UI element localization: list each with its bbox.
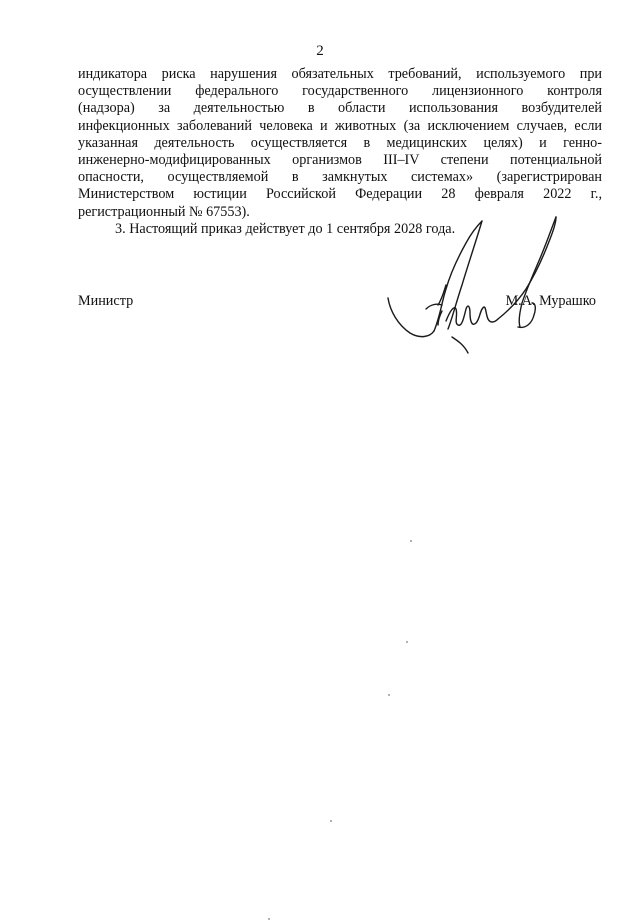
text-line-9: регистрационный № 67553). bbox=[78, 203, 250, 220]
text-line-3: (надзора) за деятельностью в области использования возбудителей bbox=[78, 100, 602, 117]
text-line-7: опасности, осуществляемой в замкнутых системах» (зарегистрирован bbox=[78, 169, 602, 186]
text-line-4: инфекционных заболеваний человека и животных (за исключением случаев, если bbox=[78, 117, 602, 134]
text-line-5: указанная деятельность осуществляется в медицинских целях) и генно- bbox=[78, 134, 602, 151]
text-line-8: Министерством юстиции Российской Федерации 28 февраля 2022 г., bbox=[78, 186, 602, 203]
clause-3: 3. Настоящий приказ действует до 1 сентября 2028 года. bbox=[115, 220, 456, 237]
signatory-name: М.А. Мурашко bbox=[505, 293, 596, 309]
signatory-title: Министр bbox=[78, 293, 134, 309]
text-line-2: осуществлении федерального государственного лицензионного контроля bbox=[78, 83, 602, 100]
text-line-1: индикатора риска нарушения обязательных требований, используемого при bbox=[78, 66, 602, 82]
scan-speck bbox=[330, 820, 332, 822]
page-number: 2 bbox=[316, 43, 324, 59]
scan-speck bbox=[406, 641, 408, 643]
scan-speck bbox=[388, 694, 390, 696]
handwritten-signature bbox=[380, 205, 585, 365]
scan-speck bbox=[410, 540, 412, 542]
text-line-6: инженерно-модифицированных организмов III–IV степени потенциальной bbox=[78, 152, 602, 169]
